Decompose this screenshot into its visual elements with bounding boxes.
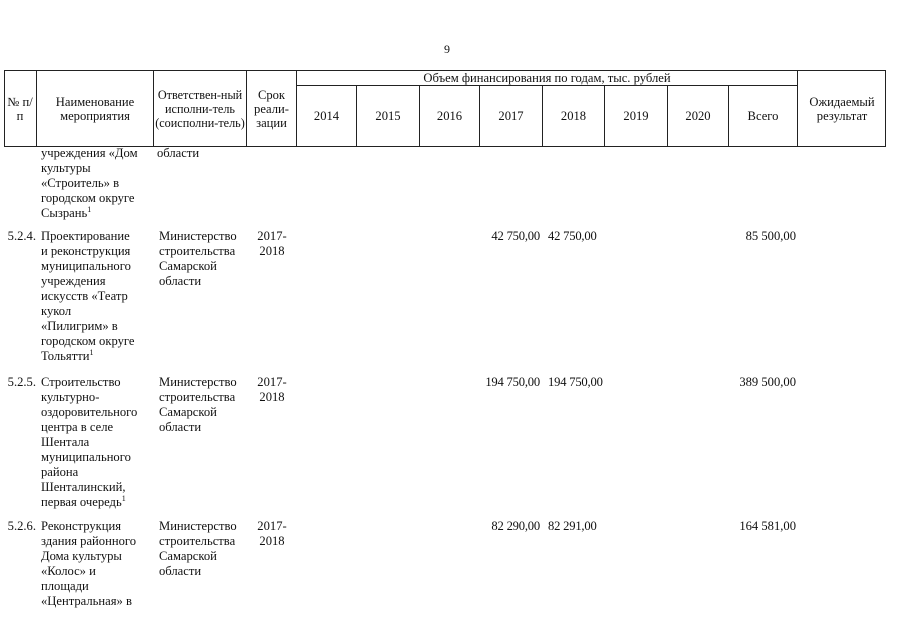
row-value-2018: 42 750,00 xyxy=(548,229,597,243)
row-value-2017: 194 750,00 xyxy=(485,375,540,389)
header-num: № п/п xyxy=(7,94,33,123)
header-year-2016: 2016 xyxy=(436,109,463,123)
row-value-2017: 82 290,00 xyxy=(491,519,540,533)
header-year-2017: 2017 xyxy=(498,109,524,123)
row-name: Реконструкция здания районного Дома культуры «Колос» и площади «Центральная» в xyxy=(41,519,137,608)
row-value-total: 389 500,00 xyxy=(739,375,796,389)
header-year-2018: 2018 xyxy=(560,109,587,123)
header-funding-title: Объем финансирования по годам, тыс. рублей xyxy=(423,71,671,85)
row-responsible: Министерство строительства Самарской области xyxy=(159,229,237,288)
row-term: 2017- 2018 xyxy=(257,229,287,258)
row-name: Проектирование и реконструкция муниципального учреждения искусств «Театр кукол «Пилигрим» в городском округе Тольятти$^1$ xyxy=(41,229,135,363)
row-responsible: Министерство строительства Самарской области xyxy=(159,519,237,578)
row-responsible: Министерство строительства Самарской области xyxy=(159,375,237,434)
header-term: Срок реали-зации xyxy=(254,87,289,130)
row-number: 5.2.4. xyxy=(7,229,36,243)
header-total: Всего xyxy=(747,109,779,123)
row-value-2018: 194 750,00 xyxy=(548,375,603,389)
header-result: Ожидаемый результат xyxy=(809,94,875,123)
row-value-2017: 42 750,00 xyxy=(491,229,540,243)
row-number: 5.2.5. xyxy=(7,375,36,389)
header-year-2015: 2015 xyxy=(375,109,401,123)
row-number: 5.2.6. xyxy=(7,519,36,533)
row-value-total: 85 500,00 xyxy=(745,229,796,243)
header-name: Наименование мероприятия xyxy=(55,94,135,123)
header-responsible: Ответствен-ный исполни-тель (соисполни-тель) xyxy=(155,87,245,130)
header-year-2019: 2019 xyxy=(623,109,649,123)
header-year-2014: 2014 xyxy=(313,109,340,123)
continuation-name: учреждения «Дом культуры «Строитель» в городском округе Сызрань$^1$ xyxy=(41,146,138,220)
continuation-responsible: области xyxy=(157,146,200,160)
header-year-2020: 2020 xyxy=(685,109,711,123)
row-value-total: 164 581,00 xyxy=(739,519,796,533)
row-value-2018: 82 291,00 xyxy=(548,519,597,533)
page-number: 9 xyxy=(444,42,450,56)
row-term: 2017- 2018 xyxy=(257,375,287,404)
row-term: 2017- 2018 xyxy=(257,519,287,548)
row-name: Строительство культурно- оздоровительного центра в селе Шентала муниципального района Шенталинский, первая очередь$^1$ xyxy=(41,375,138,509)
